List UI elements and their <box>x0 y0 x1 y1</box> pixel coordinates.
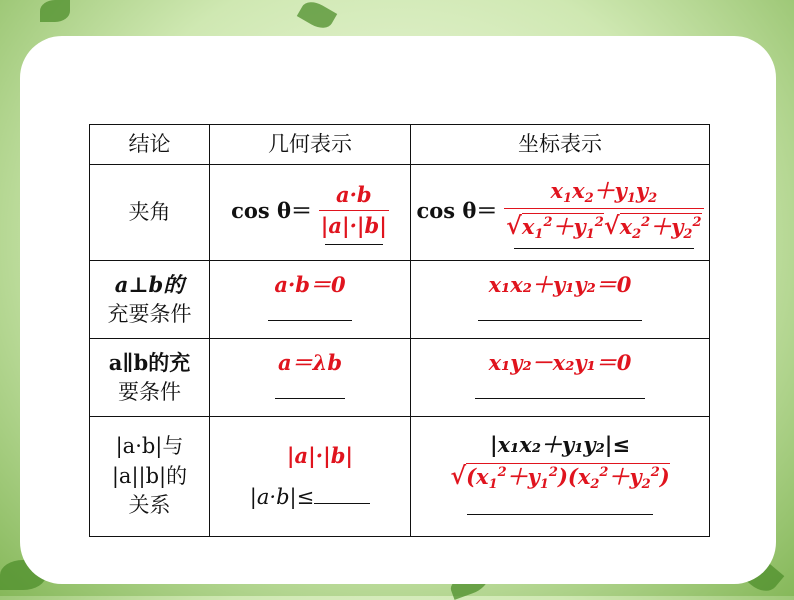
inequality-geometric-answer: |a|·|b| <box>286 443 354 469</box>
parallel-coordinate-cell <box>411 339 710 417</box>
inequality-label-line3: 关系 <box>128 493 171 518</box>
table-row-perpendicular <box>90 261 710 339</box>
vector-summary-table <box>89 124 710 537</box>
inequality-geometric-expression <box>210 483 410 512</box>
perpendicular-label-line2: 充要条件 <box>107 301 192 326</box>
header-geometric: 几何表示 <box>210 125 411 165</box>
angle-cos-prefix: cos θ＝ <box>231 198 313 223</box>
angle-coord-numerator: $x_1x_2+y_1y_2$ <box>504 176 703 209</box>
table-row-angle <box>90 165 710 261</box>
perpendicular-coordinate-cell <box>411 261 710 339</box>
inequality-coordinate-answer: $√(x_1^2+y_1^2)(x_2^2+y_2^2)$ <box>450 460 670 492</box>
inequality-geometric-cell <box>210 417 411 537</box>
answer-blank <box>478 316 642 321</box>
leaf-decoration <box>40 0 70 22</box>
angle-coordinate-fraction <box>504 176 703 249</box>
inequality-label-line2: |a||b|的 <box>111 463 188 488</box>
inequality-coordinate-cell <box>411 417 710 537</box>
angle-geometric-cell <box>210 165 411 261</box>
row-label-angle: 夹角 <box>90 165 210 261</box>
angle-numerator: a·b <box>319 180 389 210</box>
answer-blank <box>275 394 345 399</box>
table-header-row <box>90 125 710 165</box>
row-label-inequality <box>90 417 210 537</box>
table-row-parallel <box>90 339 710 417</box>
parallel-label-line1: a∥b的充 <box>108 350 191 376</box>
inequality-label-line1: |a·b|与 <box>115 434 184 459</box>
angle-denominator: |a|·|b| <box>320 212 387 238</box>
angle-geometric-fraction <box>319 180 389 245</box>
header-conclusion: 结论 <box>90 125 210 165</box>
inequality-coordinate-line1: |x₁x₂＋y₁y₂|≤ <box>489 431 631 457</box>
angle-cos-prefix-coord: cos θ＝ <box>416 198 498 223</box>
row-label-parallel <box>90 339 210 417</box>
answer-blank <box>514 244 694 249</box>
angle-coordinate-cell <box>411 165 710 261</box>
perpendicular-label-line1: a⊥b的 <box>114 272 185 298</box>
row-label-perpendicular <box>90 261 210 339</box>
header-coordinate: 坐标表示 <box>411 125 710 165</box>
answer-blank <box>314 499 370 504</box>
parallel-geometric-answer: a＝λb <box>277 350 342 376</box>
answer-blank <box>325 240 383 245</box>
answer-blank <box>268 316 352 321</box>
parallel-coordinate-answer: x₁y₂－x₂y₁＝0 <box>488 350 632 376</box>
table-row-inequality <box>90 417 710 537</box>
leaf-decoration <box>297 0 337 33</box>
perpendicular-coordinate-answer: x₁x₂＋y₁y₂＝0 <box>488 272 632 298</box>
perpendicular-geometric-cell <box>210 261 411 339</box>
inequality-prefix: |a·b|≤ <box>249 484 315 509</box>
parallel-geometric-cell <box>210 339 411 417</box>
angle-coord-denominator: $√x_1^2+y_1^2√x_2^2+y_2^2$ <box>506 211 702 242</box>
perpendicular-geometric-answer: a·b＝0 <box>274 272 346 298</box>
answer-blank <box>467 510 653 515</box>
answer-blank <box>475 394 645 399</box>
parallel-label-line2: 要条件 <box>118 379 181 404</box>
